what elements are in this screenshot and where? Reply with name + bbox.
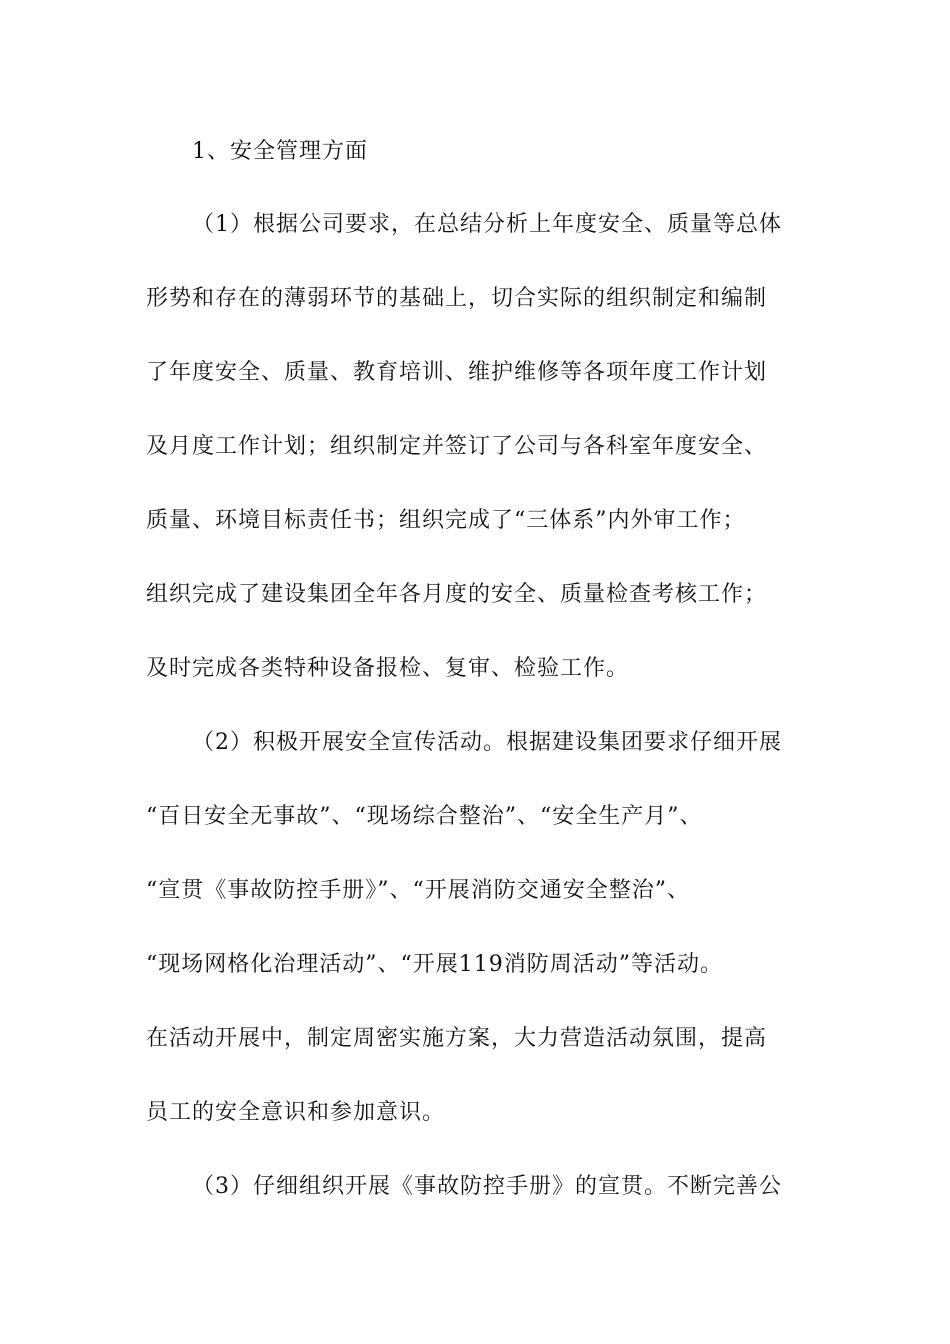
- paragraph-line: 组织完成了建设集团全年各月度的安全、质量检查考核工作；: [146, 582, 768, 607]
- paragraph-line: 形势和存在的薄弱环节的基础上，切合实际的组织制定和编制: [146, 286, 768, 311]
- paragraph-line: （1）根据公司要求，在总结分析上年度安全、质量等总体: [192, 212, 782, 237]
- paragraph-line: 及时完成各类特种设备报检、复审、检验工作。: [146, 656, 630, 681]
- paragraph-line: “百日安全无事故”、“现场综合整治”、“安全生产月”、: [146, 804, 703, 829]
- paragraph-line: 了年度安全、质量、教育培训、维护维修等各项年度工作计划: [146, 360, 768, 385]
- section-heading: 1、安全管理方面: [192, 139, 368, 164]
- paragraph-line: “宣贯《事故防控手册》”、“开展消防交通安全整治”、: [146, 878, 690, 903]
- paragraph-line: 质量、环境目标责任书；组织完成了“三体系”内外审工作；: [146, 508, 746, 533]
- paragraph-line: （2）积极开展安全宣传活动。根据建设集团要求仔细开展: [192, 730, 782, 755]
- paragraph-line: 在活动开展中，制定周密实施方案，大力营造活动氛围，提高: [146, 1026, 768, 1051]
- paragraph-line: （3）仔细组织开展《事故防控手册》的宣贯。不断完善公: [192, 1174, 782, 1199]
- paragraph-line: 员工的安全意识和参加意识。: [146, 1100, 446, 1125]
- paragraph-line: “现场网格化治理活动”、“开展119消防周活动”等活动。: [146, 952, 723, 977]
- paragraph-line: 及月度工作计划；组织制定并签订了公司与各科室年度安全、: [146, 434, 768, 459]
